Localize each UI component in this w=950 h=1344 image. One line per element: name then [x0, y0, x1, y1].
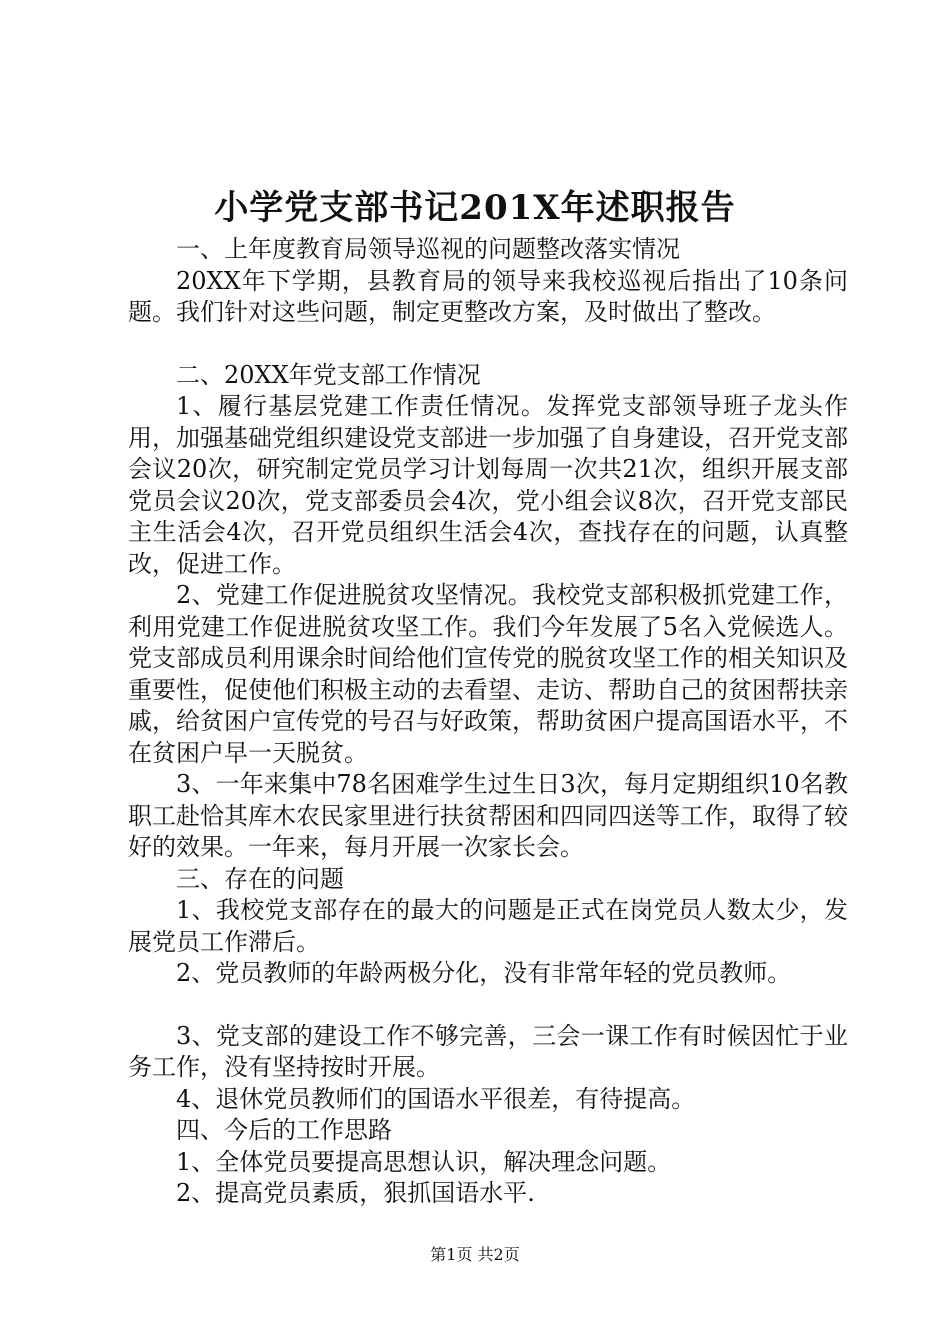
section-heading-1: 一、上年度教育局领导巡视的问题整改落实情况 [176, 235, 680, 263]
paragraph: 3、一年来集中78名困难学生过生日3次，每月定期组织10名教职工赴恰其库木农民家里进行扶贫帮困和四同四送等工作，取得了较好的效果。一年来，每月开展一次家长会。 [128, 770, 848, 861]
paragraph: 1、履行基层党建工作责任情况。发挥党支部领导班子龙头作用，加强基础党组织建设党支部进一步加强了自身建设，召开党支部会议20次，研究制定党员学习计划每周一次共21次，组织开展支部党员会议20次，党支部委员会4次，党小组会议8次，召开党支部民主生活会4次，召开党员组织生活会4次，查找存在的问题，认真整改，促进工作。 [128, 392, 848, 578]
document-title: 小学党支部书记201X年述职报告 [214, 188, 736, 228]
paragraph: 20XX年下学期，县教育局的领导来我校巡视后指出了10条问题。我们针对这些问题，制定更整改方案，及时做出了整改。 [128, 266, 848, 326]
paragraph: 3、党支部的建设工作不够完善，三会一课工作有时候因忙于业务工作，没有坚持按时开展。 [128, 1021, 848, 1081]
paragraph: 4、退休党员教师们的国语水平很差，有待提高。 [176, 1084, 696, 1113]
document-body [128, 234, 848, 1210]
section-heading-3: 三、存在的问题 [176, 864, 344, 893]
paragraph: 1、我校党支部存在的最大的问题是正式在岗党员人数太少，发展党员工作滞后。 [128, 896, 848, 956]
paragraph: 2、提高党员素质，狠抓国语水平. [176, 1179, 535, 1207]
section-heading-2: 二、20XX年党支部工作情况 [176, 360, 481, 389]
paragraph: 1、全体党员要提高思想认识，解决理念问题。 [176, 1147, 672, 1176]
section-heading-4: 四、今后的工作思路 [176, 1116, 392, 1144]
paragraph: 2、党员教师的年龄两极分化，没有非常年轻的党员教师。 [176, 959, 792, 987]
page-footer: 第1页 共2页 [430, 1245, 520, 1264]
paragraph: 2、党建工作促进脱贫攻坚情况。我校党支部积极抓党建工作，利用党建工作促进脱贫攻坚工作。我们今年发展了5名入党候选人。党支部成员利用课余时间给他们宣传党的脱贫攻坚工作的相关知识及重要性，促使他们积极主动的去看望、走访、帮助自己的贫困帮扶亲戚，给贫困户宣传党的号召与好政策，帮助贫困户提高国语水平，不在贫困户早一天脱贫。 [128, 581, 848, 767]
